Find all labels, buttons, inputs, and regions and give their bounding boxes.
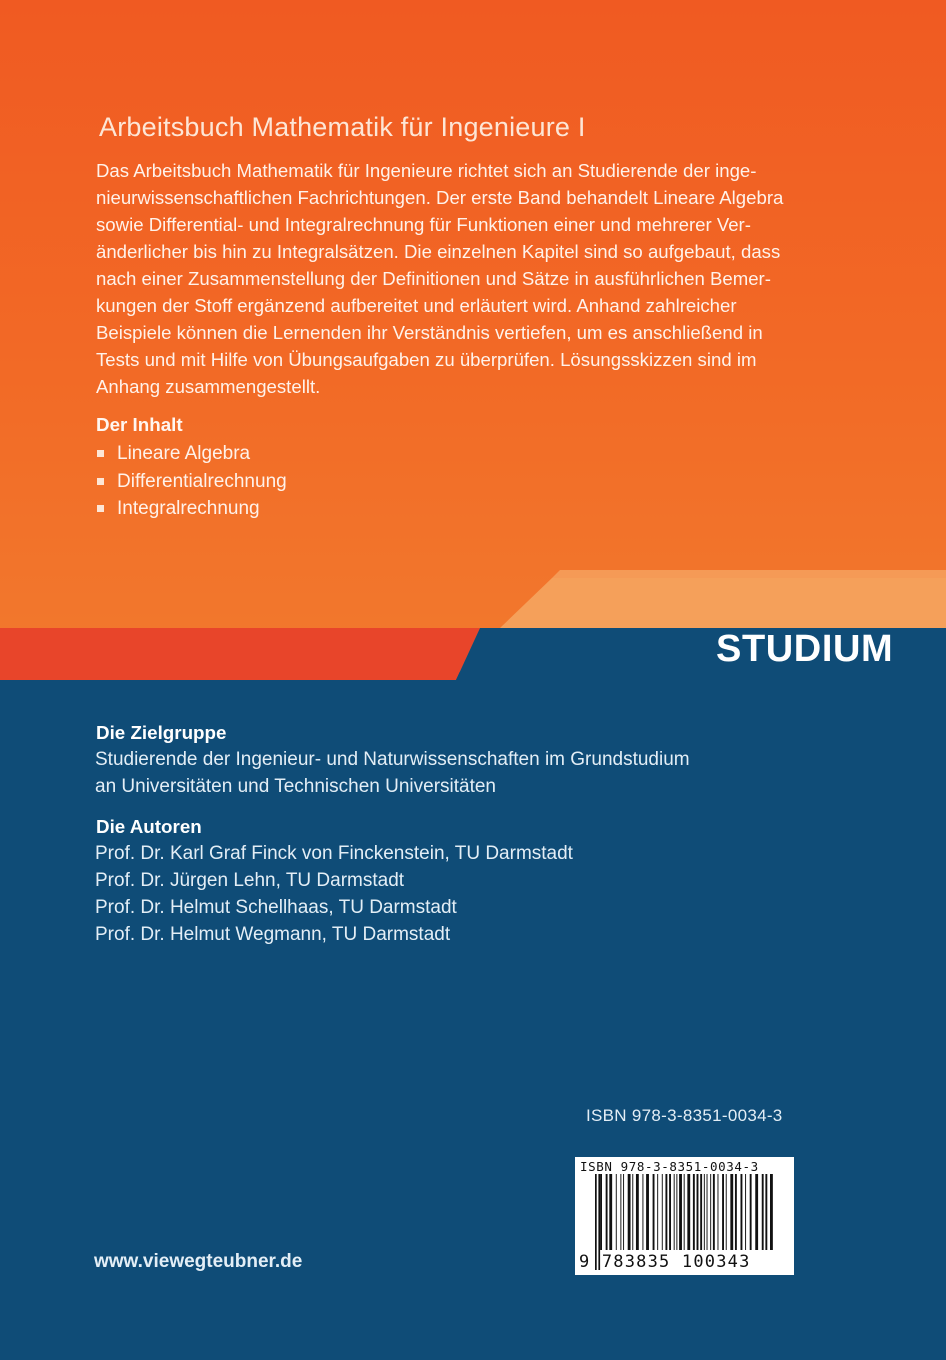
author-item: Prof. Dr. Karl Graf Finck von Finckenstein, TU Darmstadt [95, 843, 573, 864]
barcode-bar [735, 1174, 737, 1250]
barcode-digits: 9 783835 100343 [579, 1252, 751, 1272]
inhalt-item: Lineare Algebra [96, 440, 287, 468]
barcode-bar [726, 1174, 727, 1250]
barcode-bar [628, 1174, 631, 1250]
description-line: Das Arbeitsbuch Mathematik für Ingenieure richtet sich an Studierende der inge- [96, 160, 757, 181]
barcode-bar [722, 1174, 724, 1250]
author-item: Prof. Dr. Jürgen Lehn, TU Darmstadt [95, 870, 405, 891]
barcode-bar [646, 1174, 649, 1250]
authors-list [95, 840, 573, 948]
barcode-bar [741, 1174, 743, 1250]
barcode-bar [704, 1174, 705, 1250]
publisher-url: www.viewegteubner.de [94, 1251, 303, 1272]
barcode-bar [700, 1174, 702, 1250]
description-line: sowie Differential- und Integralrechnung für Funktionen einer und mehrerer Ver- [96, 214, 751, 235]
barcode-bar [674, 1174, 675, 1250]
zielgruppe-text [95, 746, 690, 800]
series-label: STUDIUM [716, 628, 894, 670]
barcode-bar [755, 1174, 758, 1250]
barcode-bar [662, 1174, 663, 1250]
barcode-bar [693, 1174, 695, 1250]
barcode-bar [713, 1174, 715, 1250]
barcode-bar [665, 1174, 667, 1250]
zielgruppe-heading: Die Zielgruppe [96, 722, 227, 743]
barcode-bar [697, 1174, 699, 1250]
inhalt-heading: Der Inhalt [96, 414, 183, 435]
inhalt-item: Differentialrechnung [96, 468, 287, 496]
barcode-bar [707, 1174, 708, 1250]
description-line: Beispiele können die Lernenden ihr Verständnis vertiefen, um es anschließend in [96, 322, 763, 343]
barcode-bar [669, 1174, 671, 1250]
barcode-bar [687, 1174, 690, 1250]
barcode-bar [609, 1174, 612, 1250]
barcode-bar [642, 1174, 643, 1250]
inhalt-item: Integralrechnung [96, 495, 287, 523]
barcode-bar [636, 1174, 639, 1250]
inhalt-list [96, 440, 287, 523]
author-item: Prof. Dr. Helmut Wegmann, TU Darmstadt [95, 924, 451, 945]
zielgruppe-line: an Universitäten und Technischen Universitäten [95, 776, 496, 797]
description [96, 157, 836, 400]
description-line: nieurwissenschaftlichen Fachrichtungen. Der erste Band behandelt Lineare Algebra [96, 187, 784, 208]
barcode-bar [730, 1174, 733, 1250]
barcode-bar [606, 1174, 608, 1250]
barcode-bar [653, 1174, 655, 1250]
barcode-isbn-label: ISBN 978-3-8351-0034-3 [580, 1159, 759, 1174]
barcode-bar [600, 1174, 602, 1250]
author-item: Prof. Dr. Helmut Schellhaas, TU Darmstadt [95, 897, 457, 918]
barcode-bar [679, 1174, 682, 1250]
barcode-bar [745, 1174, 746, 1250]
isbn-text: ISBN 978-3-8351-0034-3 [586, 1106, 783, 1125]
zielgruppe-line: Studierende der Ingenieur- und Naturwissenschaften im Grundstudium [95, 749, 690, 770]
description-line: Anhang zusammengestellt. [96, 376, 321, 397]
barcode [575, 1157, 794, 1275]
barcode-bar [710, 1174, 711, 1250]
barcode-bar [623, 1174, 624, 1250]
barcode-bar [750, 1174, 752, 1250]
barcode-bar [718, 1174, 719, 1250]
barcode-bar [632, 1174, 633, 1250]
barcode-bar [762, 1174, 764, 1250]
barcode-bar [676, 1174, 677, 1250]
barcode-bar [620, 1174, 621, 1250]
description-line: nach einer Zusammenstellung der Definitionen und Sätze in ausführlichen Bemer- [96, 268, 771, 289]
description-line: Tests und mit Hilfe von Übungsaufgaben zu überprüfen. Lösungsskizzen sind im [96, 349, 757, 370]
barcode-bar [765, 1174, 767, 1250]
barcode-bar [657, 1174, 658, 1250]
barcode-bar [684, 1174, 685, 1250]
barcode-bar [770, 1174, 773, 1250]
description-line: kungen der Stoff ergänzend aufbereitet und erläutert wird. Anhand zahlreicher [96, 295, 737, 316]
barcode-bar [616, 1174, 617, 1250]
autoren-heading: Die Autoren [96, 816, 202, 837]
description-line: änderlicher bis hin zu Integralsätzen. Die einzelnen Kapitel sind so aufgebaut, dass [96, 241, 781, 262]
book-title: Arbeitsbuch Mathematik für Ingenieure I [99, 112, 586, 142]
